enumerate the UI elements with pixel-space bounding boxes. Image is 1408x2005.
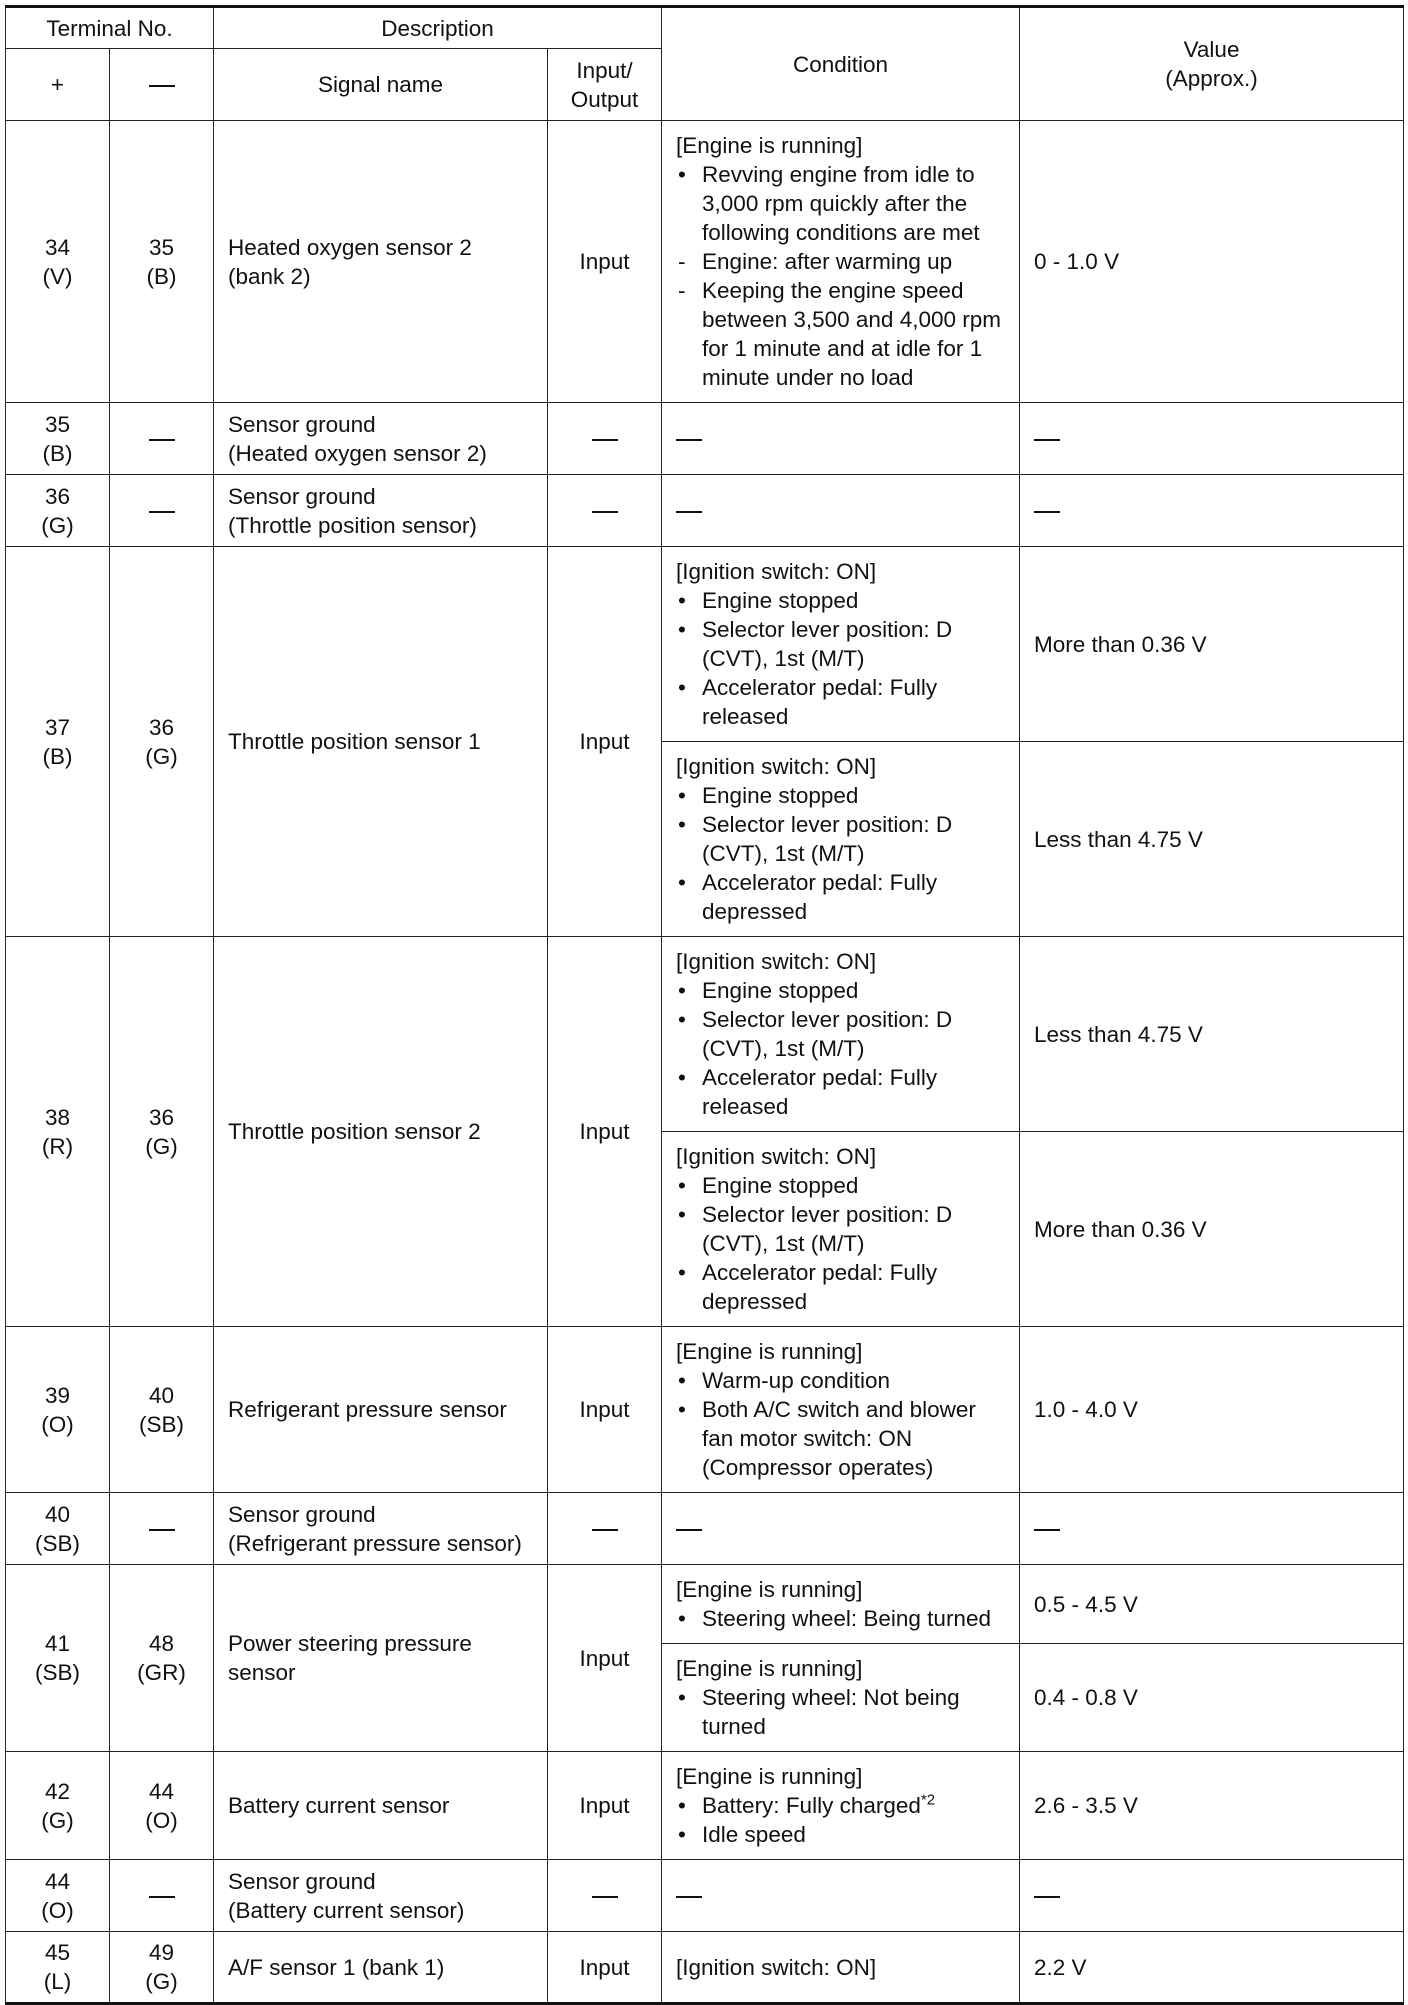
bullet-mark: •: [678, 162, 686, 187]
condition-item: [676, 1063, 1011, 1121]
condition-lead: [Engine is running]: [676, 1577, 863, 1602]
dash-mark: [1034, 439, 1060, 441]
value-cell: 0.5 - 4.5 V: [1020, 1565, 1404, 1644]
header-plus: +: [6, 49, 110, 121]
condition-list: [676, 781, 1011, 926]
wire-color: (B): [42, 743, 73, 769]
terminal-plus-cell: [6, 1752, 110, 1860]
signal-name-line: (bank 2): [228, 263, 311, 289]
condition-cell: [662, 1327, 1020, 1493]
terminal-minus-cell: [110, 1493, 214, 1565]
io-cell: [548, 1493, 662, 1565]
bullet-mark: •: [678, 1822, 686, 1847]
header-signal-name: Signal name: [214, 49, 548, 121]
wire-color: (SB): [139, 1411, 184, 1437]
header-minus: [110, 49, 214, 121]
wire-color: (SB): [35, 1660, 80, 1685]
io-cell: Input: [548, 1932, 662, 2004]
condition-lead: [Ignition switch: ON]: [676, 559, 877, 584]
condition-cell: [662, 1644, 1020, 1752]
terminal-number: 45: [44, 1940, 71, 1965]
condition-cell: [662, 547, 1020, 742]
signal-name-line: Throttle position sensor 2: [228, 1119, 481, 1144]
dash-mark: [149, 85, 175, 87]
condition-text: Steering wheel: Being turned: [702, 1606, 991, 1631]
terminal-plus-cell: [6, 403, 110, 475]
wire-color: (SB): [35, 1530, 80, 1556]
wire-color: (V): [42, 263, 73, 289]
condition-list: [676, 1171, 1011, 1316]
signal-name-line: Heated oxygen sensor 2: [228, 234, 472, 260]
condition-item: [676, 1683, 1011, 1741]
signal-name-line: Sensor ground: [228, 483, 376, 509]
value-cell: [1020, 1493, 1404, 1565]
table-row: [6, 1752, 1404, 1860]
dash-mark: [149, 1896, 175, 1898]
header-value: [1020, 7, 1404, 121]
terminal-number: 42: [44, 1778, 71, 1804]
terminal-plus-cell: [6, 937, 110, 1327]
header-io-line1: Input/: [576, 57, 633, 83]
condition-text: Both A/C switch and blower fan motor switch: ON (Compressor operates): [702, 1397, 976, 1480]
bullet-mark: •: [678, 1202, 686, 1227]
wire-color: (O): [41, 1411, 74, 1437]
bullet-mark: •: [678, 1606, 686, 1631]
bullet-mark: •: [678, 783, 686, 808]
terminal-table: [5, 5, 1404, 2005]
condition-cell: [662, 742, 1020, 937]
dash-mark: [592, 1896, 618, 1898]
condition-item: [676, 976, 1011, 1005]
table-row: [6, 403, 1404, 475]
condition-text: Battery: Fully charged: [702, 1793, 921, 1818]
condition-item: [676, 1171, 1011, 1200]
condition-lead: [Engine is running]: [676, 1764, 863, 1789]
wire-color: (R): [41, 1133, 74, 1159]
condition-list: [676, 586, 1011, 731]
header-value-line2: (Approx.): [1165, 66, 1258, 91]
condition-item: [676, 615, 1011, 673]
condition-lead: [Ignition switch: ON]: [676, 1144, 877, 1169]
wire-color: (B): [146, 263, 177, 289]
bullet-mark: •: [678, 978, 686, 1003]
terminal-number: 41: [44, 1631, 71, 1656]
signal-name-cell: [214, 475, 548, 547]
table-row: [6, 1327, 1404, 1493]
terminal-minus-cell: [110, 1932, 214, 2004]
condition-lead: [Engine is running]: [676, 1656, 863, 1681]
terminal-minus-cell: [110, 121, 214, 403]
condition-text: Engine stopped: [702, 978, 859, 1003]
dash-mark: [149, 511, 175, 513]
terminal-plus-cell: [6, 547, 110, 937]
condition-cell: [662, 475, 1020, 547]
condition-item: [676, 1791, 1011, 1820]
signal-name-line: Battery current sensor: [228, 1793, 450, 1818]
condition-text: Revving engine from idle to 3,000 rpm quickly after the following conditions are met: [702, 162, 980, 245]
header-io-line2: Output: [570, 86, 639, 112]
condition-cell: [662, 1493, 1020, 1565]
terminal-number: 38: [44, 1104, 71, 1130]
value-cell: Less than 4.75 V: [1020, 937, 1404, 1132]
wire-color: (L): [43, 1969, 72, 1994]
value-cell: 2.2 V: [1020, 1932, 1404, 2004]
dash-mark: [676, 439, 702, 441]
value-cell: Less than 4.75 V: [1020, 742, 1404, 937]
terminal-number: 48: [148, 1631, 175, 1656]
signal-name-cell: [214, 121, 548, 403]
bullet-mark: •: [678, 1065, 686, 1090]
condition-text: Idle speed: [702, 1822, 806, 1847]
condition-text: Selector lever position: D (CVT), 1st (M/T): [702, 812, 953, 866]
condition-item: [676, 586, 1011, 615]
signal-name-cell: [214, 1327, 548, 1493]
condition-text: Engine stopped: [702, 588, 859, 613]
terminal-minus-cell: [110, 1565, 214, 1752]
condition-text: Engine: after warming up: [702, 249, 953, 274]
bullet-mark: •: [678, 1260, 686, 1285]
terminal-number: 39: [44, 1382, 71, 1408]
condition-text: Engine stopped: [702, 783, 859, 808]
condition-item: [676, 1395, 1011, 1482]
signal-name-cell: [214, 1565, 548, 1752]
io-cell: Input: [548, 1327, 662, 1493]
header-terminal-no: Terminal No.: [6, 7, 214, 49]
condition-text: Accelerator pedal: Fully depressed: [702, 870, 938, 924]
signal-name-cell: [214, 937, 548, 1327]
value-cell: More than 0.36 V: [1020, 1132, 1404, 1327]
terminal-plus-cell: [6, 1932, 110, 2004]
value-cell: 0 - 1.0 V: [1020, 121, 1404, 403]
io-cell: [548, 1860, 662, 1932]
wire-color: (G): [145, 1133, 178, 1159]
terminal-number: 35: [44, 411, 71, 437]
condition-item: [676, 1366, 1011, 1395]
condition-text: Selector lever position: D (CVT), 1st (M/T): [702, 1202, 953, 1256]
value-cell: 0.4 - 0.8 V: [1020, 1644, 1404, 1752]
condition-text: Selector lever position: D (CVT), 1st (M/T): [702, 1007, 953, 1061]
signal-name-cell: [214, 1493, 548, 1565]
condition-lead: [Ignition switch: ON]: [676, 949, 877, 974]
condition-list: [676, 1683, 1011, 1741]
terminal-minus-cell: [110, 937, 214, 1327]
condition-text: Accelerator pedal: Fully released: [702, 1065, 938, 1119]
signal-name-cell: [214, 403, 548, 475]
value-cell: [1020, 403, 1404, 475]
io-cell: Input: [548, 937, 662, 1327]
signal-name-line: (Heated oxygen sensor 2): [228, 440, 487, 466]
dash-mark: [592, 1529, 618, 1531]
signal-name-line: Sensor ground: [228, 411, 376, 437]
table-row: [6, 1493, 1404, 1565]
dash-mark: [676, 1529, 702, 1531]
dash-mark: [592, 439, 618, 441]
bullet-mark: •: [678, 1368, 686, 1393]
condition-item: [676, 1604, 1011, 1633]
terminal-number: 40: [148, 1382, 175, 1408]
document-page: [5, 5, 1404, 2005]
bullet-mark: •: [678, 1793, 686, 1818]
header-io: [548, 49, 662, 121]
terminal-number: 36: [44, 483, 71, 509]
condition-list: [676, 976, 1011, 1121]
table-row: [6, 1860, 1404, 1932]
wire-color: (O): [41, 1897, 74, 1923]
bullet-mark: •: [678, 1397, 686, 1422]
bullet-mark: •: [678, 588, 686, 613]
condition-lead: [Engine is running]: [676, 1339, 863, 1364]
condition-lead: [Engine is running]: [676, 133, 863, 158]
signal-name-line: Refrigerant pressure sensor: [228, 1397, 507, 1422]
condition-text: Accelerator pedal: Fully released: [702, 675, 938, 729]
terminal-number: 37: [44, 714, 71, 740]
condition-item: [676, 1005, 1011, 1063]
bullet-mark: •: [678, 1007, 686, 1032]
dash-mark: [1034, 1896, 1060, 1898]
signal-name-line: Power steering pressure sensor: [228, 1631, 472, 1685]
condition-cell: [662, 1132, 1020, 1327]
value-cell: More than 0.36 V: [1020, 547, 1404, 742]
signal-name-line: Throttle position sensor 1: [228, 729, 481, 754]
table-body: [6, 121, 1404, 2004]
condition-cell: [Ignition switch: ON]: [662, 1932, 1020, 2004]
condition-item: [676, 1258, 1011, 1316]
terminal-plus-cell: [6, 1327, 110, 1493]
dash-mark: [1034, 1529, 1060, 1531]
condition-item: [676, 673, 1011, 731]
io-cell: Input: [548, 121, 662, 403]
condition-text: Steering wheel: Not being turned: [702, 1685, 960, 1739]
condition-list: [676, 1366, 1011, 1482]
bullet-mark: •: [678, 870, 686, 895]
bullet-mark: •: [678, 675, 686, 700]
condition-text: Engine stopped: [702, 1173, 859, 1198]
signal-name-line: Sensor ground: [228, 1868, 376, 1894]
wire-color: (GR): [137, 1660, 186, 1685]
dash-mark: [592, 511, 618, 513]
wire-color: (G): [145, 1969, 178, 1994]
io-cell: [548, 403, 662, 475]
condition-item: [676, 868, 1011, 926]
condition-list: [676, 1604, 1011, 1633]
table-row: [6, 1932, 1404, 2004]
io-cell: Input: [548, 1752, 662, 1860]
condition-text: Accelerator pedal: Fully depressed: [702, 1260, 938, 1314]
condition-lead: [Ignition switch: ON]: [676, 754, 877, 779]
wire-color: (G): [145, 743, 178, 769]
bullet-mark: -: [678, 249, 686, 274]
terminal-number: 36: [148, 1104, 175, 1130]
terminal-number: 40: [44, 1501, 71, 1527]
terminal-number: 34: [44, 234, 71, 260]
condition-list: [676, 1791, 1011, 1849]
signal-name-line: (Throttle position sensor): [228, 512, 477, 538]
condition-text: Keeping the engine speed between 3,500 and 4,000 rpm for 1 minute and at idle for 1 minute under no load: [702, 278, 1002, 390]
table-row: [6, 937, 1404, 1132]
terminal-minus-cell: [110, 1327, 214, 1493]
header-condition: Condition: [662, 7, 1020, 121]
footnote-mark: *2: [920, 1791, 936, 1809]
dash-mark: [1034, 511, 1060, 513]
io-cell: Input: [548, 1565, 662, 1752]
terminal-plus-cell: [6, 1493, 110, 1565]
terminal-number: 44: [148, 1778, 175, 1804]
header-value-line1: Value: [1183, 37, 1240, 62]
table-row: [6, 121, 1404, 403]
bullet-mark: •: [678, 1685, 686, 1710]
terminal-plus-cell: [6, 475, 110, 547]
condition-cell: [662, 937, 1020, 1132]
condition-text: Warm-up condition: [702, 1368, 891, 1393]
terminal-plus-cell: [6, 1565, 110, 1752]
terminal-minus-cell: [110, 475, 214, 547]
value-cell: [1020, 1860, 1404, 1932]
io-cell: [548, 475, 662, 547]
table-row: [6, 547, 1404, 742]
signal-name-line: (Refrigerant pressure sensor): [228, 1530, 522, 1556]
condition-item: [676, 781, 1011, 810]
condition-cell: [662, 1860, 1020, 1932]
io-cell: Input: [548, 547, 662, 937]
value-cell: [1020, 475, 1404, 547]
bullet-mark: •: [678, 617, 686, 642]
terminal-number: 36: [148, 714, 175, 740]
bullet-mark: -: [678, 278, 686, 303]
terminal-number: 49: [148, 1940, 175, 1965]
condition-cell: [662, 121, 1020, 403]
value-cell: 1.0 - 4.0 V: [1020, 1327, 1404, 1493]
terminal-minus-cell: [110, 1860, 214, 1932]
bullet-mark: •: [678, 812, 686, 837]
terminal-minus-cell: [110, 403, 214, 475]
terminal-minus-cell: [110, 1752, 214, 1860]
signal-name-cell: [214, 1860, 548, 1932]
dash-mark: [149, 439, 175, 441]
dash-mark: [149, 1529, 175, 1531]
dash-mark: [676, 511, 702, 513]
condition-item: [676, 276, 1011, 392]
condition-cell: [662, 1752, 1020, 1860]
signal-name-line: (Battery current sensor): [228, 1897, 465, 1923]
dash-mark: [676, 1896, 702, 1898]
terminal-minus-cell: [110, 547, 214, 937]
value-cell: 2.6 - 3.5 V: [1020, 1752, 1404, 1860]
condition-list: [676, 160, 1011, 392]
signal-name-cell: [214, 547, 548, 937]
condition-text: Selector lever position: D (CVT), 1st (M/T): [702, 617, 953, 671]
signal-name-cell: [214, 1932, 548, 2004]
condition-item: [676, 1200, 1011, 1258]
signal-name-cell: [214, 1752, 548, 1860]
condition-cell: [662, 403, 1020, 475]
wire-color: (G): [41, 512, 74, 538]
table-row: [6, 1565, 1404, 1644]
condition-item: [676, 810, 1011, 868]
condition-item: [676, 1820, 1011, 1849]
table-row: [6, 475, 1404, 547]
wire-color: (O): [145, 1807, 178, 1833]
terminal-plus-cell: [6, 121, 110, 403]
bullet-mark: •: [678, 1173, 686, 1198]
wire-color: (G): [41, 1807, 74, 1833]
condition-cell: [662, 1565, 1020, 1644]
condition-item: [676, 160, 1011, 247]
signal-name-line: Sensor ground: [228, 1501, 376, 1527]
terminal-number: 44: [44, 1868, 71, 1894]
wire-color: (B): [42, 440, 73, 466]
terminal-plus-cell: [6, 1860, 110, 1932]
signal-name-line: A/F sensor 1 (bank 1): [228, 1954, 445, 1980]
header-description: Description: [214, 7, 662, 49]
terminal-number: 35: [148, 234, 175, 260]
condition-item: [676, 247, 1011, 276]
